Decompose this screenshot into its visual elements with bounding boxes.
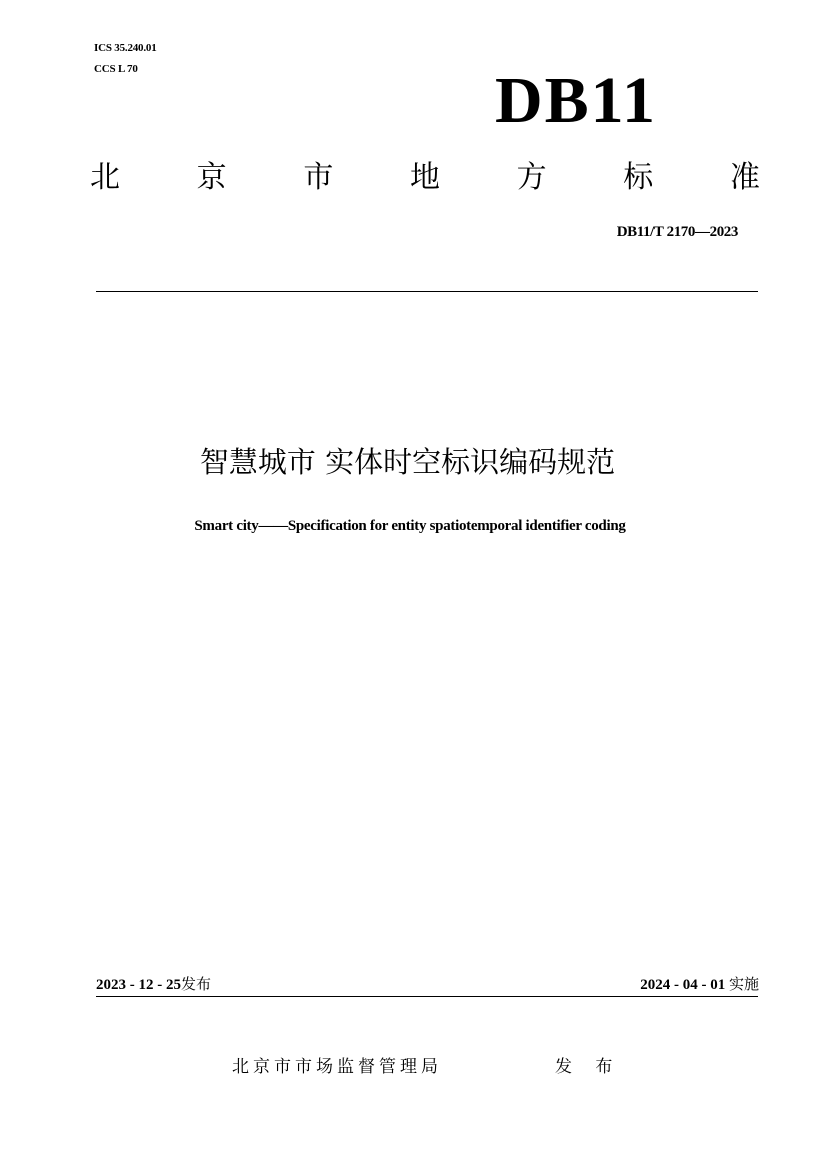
issue-label: 发布: [181, 975, 212, 993]
ics-code: ICS 35.240.01: [94, 42, 157, 54]
implementation-date: 2024 - 04 - 01: [640, 977, 726, 993]
standard-type-char: 市: [303, 160, 334, 195]
standard-number: DB11/T 2170—2023: [616, 224, 738, 240]
publisher-name: 北京市市场监督管理局: [232, 1057, 442, 1077]
issue-date-line: [96, 973, 211, 996]
document-title-english: Smart city——Specification for entity spatiotemporal identifier coding: [194, 518, 626, 534]
ccs-code: CCS L 70: [94, 63, 138, 75]
publish-label: 发 布: [555, 1057, 622, 1077]
standard-type-char: 地: [409, 160, 440, 195]
issue-date: 2023 - 12 - 25: [96, 977, 181, 993]
implementation-label: 实施: [728, 975, 759, 993]
implementation-date-line: [640, 973, 759, 996]
top-divider: [96, 291, 758, 292]
document-title-chinese: 智慧城市 实体时空标识编码规范: [199, 445, 616, 479]
db11-logo: DB11: [495, 64, 658, 137]
standard-type-heading: [90, 158, 760, 198]
standard-type-char: 方: [516, 160, 547, 195]
standard-type-char: 标: [623, 160, 654, 195]
bottom-divider: [96, 996, 758, 997]
standard-type-char: 准: [729, 160, 760, 195]
standard-type-char: 北: [90, 160, 120, 195]
standard-type-char: 京: [196, 160, 227, 195]
